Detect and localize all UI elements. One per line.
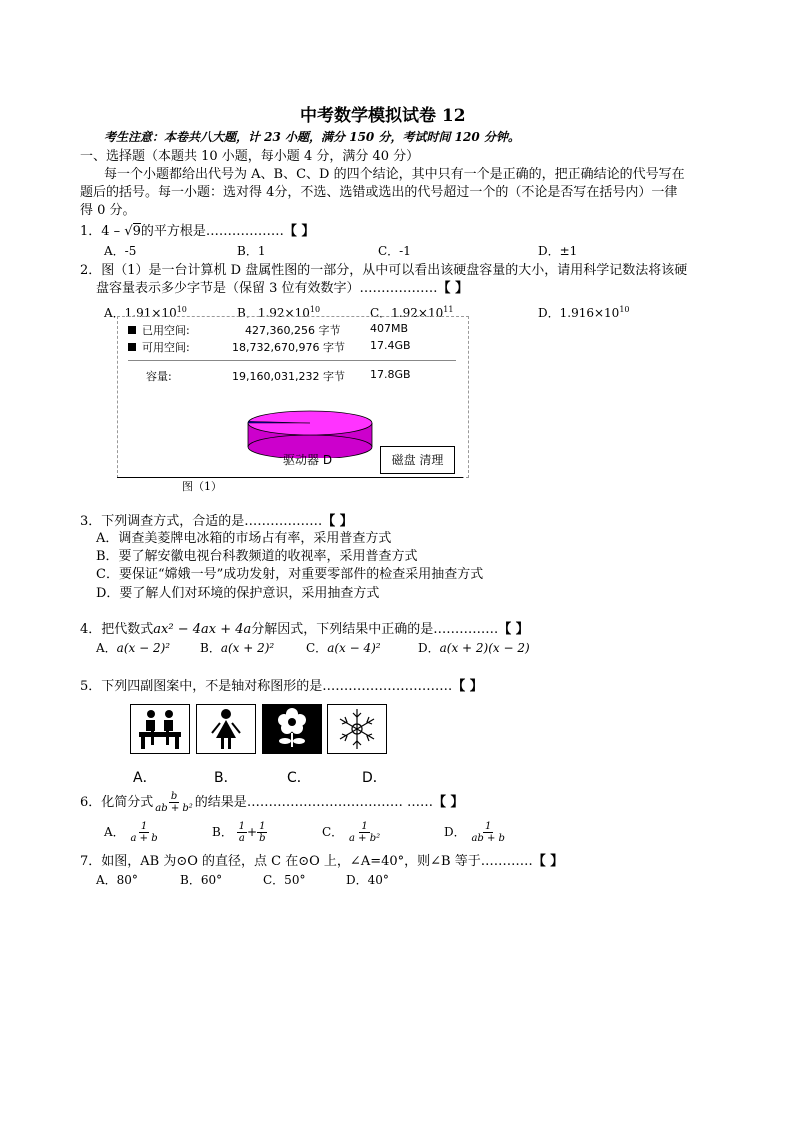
q5-label-c: C． — [287, 770, 311, 786]
used-square-icon — [128, 326, 136, 334]
q4-option-c-label: C． — [306, 641, 328, 655]
answer-bracket[interactable]: 【 】 — [498, 622, 529, 637]
q4-option-b — [200, 641, 274, 656]
q6-text-pre: 6．化简分式 — [80, 795, 154, 810]
leader-dots: ……………………………… …… — [246, 795, 433, 810]
disk-divider — [128, 360, 456, 361]
answer-bracket[interactable]: 【 】 — [452, 679, 483, 694]
leader-dots: …………… — [433, 622, 499, 637]
q4-option-a — [96, 641, 170, 656]
q4-option-d — [418, 641, 530, 656]
q2-text: 盘容量表示多少字节是（保留 3 位有效数字） — [96, 281, 360, 296]
answer-bracket[interactable]: 【 】 — [532, 854, 564, 869]
q4-option-b-expr: a(x + 2)² — [220, 641, 275, 655]
q6-option-d-fraction — [469, 821, 507, 844]
free-square-icon — [128, 343, 136, 351]
q2-option-d — [538, 302, 630, 321]
question-4-stem — [80, 622, 529, 638]
question-number: 1． — [80, 224, 102, 239]
q5-label-a: A． — [133, 770, 157, 786]
q2-option-d-exp: 10 — [619, 305, 630, 314]
q7-option-d: D．40° — [346, 873, 389, 887]
sqrt-symbol: √9 — [124, 224, 141, 239]
q6-option-b-fraction-2 — [257, 821, 267, 844]
two-people-bench-icon — [131, 705, 189, 753]
q4-expression: ax² − 4ax + 4a — [153, 622, 252, 637]
pattern-d-box — [327, 704, 387, 754]
answer-bracket[interactable]: 【 】 — [283, 224, 315, 239]
figure-underline — [117, 477, 463, 478]
q5-text: 5．下列四副图案中，不是轴对称图形的是 — [80, 679, 323, 694]
q4-option-a-label: A． — [96, 641, 117, 655]
q7-option-a: A．80° — [96, 873, 138, 887]
q1-expr-prefix: 4 – — [101, 224, 125, 239]
q7-option-b: B．60° — [180, 873, 223, 887]
fraction-numerator: 1 — [238, 821, 246, 832]
fraction-denominator: ab + b — [471, 833, 505, 844]
q2-option-c-label: C．1.92×10 — [370, 306, 444, 320]
fraction-denominator: b — [259, 833, 266, 844]
page-title: 中考数学模拟试卷 12 — [300, 106, 466, 126]
question-5-stem — [80, 679, 483, 695]
q2-option-a-exp: 10 — [176, 305, 187, 314]
section-heading: 一、选择题（本题共 10 小题，每小题 4 分，满分 40 分） — [80, 149, 420, 164]
q3-option-d: D．要了解人们对环境的保护意识，采用抽查方式 — [96, 586, 380, 601]
q4-option-b-label: B． — [200, 641, 221, 655]
q1-option-a: A．-5 — [104, 244, 137, 258]
section-intro-line2: 题后的括号。每一小题：选对得 4分，不选、选错或选出的代号超过一个的（不论是否写在括号内）一律 — [80, 185, 678, 200]
question-7-stem — [80, 854, 563, 870]
exam-notice: 考生注意：本卷共八大题，计 23 小题，满分 150 分，考试时间 120 分钟。 — [104, 130, 520, 144]
disk-used-row — [128, 322, 190, 338]
used-label: 已用空间: — [142, 324, 190, 337]
q6-text-post: 的结果是 — [194, 795, 247, 810]
q6-option-b: B． $\frac{1}{a}$ + $\frac{1}{b}$ — [212, 821, 266, 844]
q6-option-c-fraction — [347, 821, 382, 844]
leader-dots: ……………… — [359, 281, 438, 296]
fraction-numerator: 1 — [485, 821, 492, 832]
disk-cleanup-button[interactable]: 磁盘 清理 — [380, 446, 455, 474]
q3-option-a: A．调查美菱牌电冰箱的市场占有率，采用普查方式 — [96, 531, 392, 546]
q6-option-d — [444, 821, 507, 844]
leader-dots: ……………… — [244, 514, 323, 529]
q6-option-c — [322, 821, 382, 844]
disk-capacity-label: 容量: — [146, 370, 172, 383]
disk-capacity-size: 17.8GB — [370, 368, 411, 381]
flower-icon — [263, 705, 321, 753]
q4-text-post: 分解因式，下列结果中正确的是 — [251, 622, 434, 637]
q1-text: 的平方根是 — [140, 224, 206, 239]
fraction-denominator: ab + b² — [155, 803, 193, 814]
q2-option-d-label: D．1.916×10 — [538, 306, 620, 320]
woman-icon — [197, 705, 255, 753]
q6-option-a — [104, 821, 160, 844]
q2-option-a-label: A．1.91×10 — [104, 306, 177, 320]
answer-bracket[interactable]: 【 】 — [322, 514, 353, 529]
q4-option-d-label: D． — [418, 641, 440, 655]
q1-option-c: C．-1 — [378, 244, 411, 258]
section-intro-line3: 得 0 分。 — [80, 203, 136, 218]
question-3-stem — [80, 514, 353, 530]
q1-option-d: D．±1 — [538, 244, 578, 258]
q6-option-b-fraction-1 — [237, 821, 247, 844]
q4-option-c — [306, 641, 381, 656]
disk-capacity-bytes: 19,160,031,232 字节 — [232, 370, 345, 383]
q3-text: 3．下列调查方式，合适的是 — [80, 514, 245, 529]
fraction-numerator: b — [170, 791, 178, 802]
leader-dots: ……………… — [205, 224, 284, 239]
q2-option-b-exp: 10 — [309, 305, 321, 314]
q6-option-a-label: A． — [104, 825, 125, 839]
q2-option-b-label: B．1.92×10 — [237, 306, 310, 320]
q3-option-b: B．要了解安徽电视台科教频道的收视率，采用普查方式 — [96, 549, 418, 564]
disk-used-bytes: 427,360,256 字节 — [245, 324, 341, 337]
disk-free-row — [128, 339, 190, 355]
q7-text: 7．如图，AB 为⊙O 的直径，点 C 在⊙O 上，∠A=40°，则∠B 等于 — [80, 854, 481, 869]
fraction-denominator: a + b² — [349, 833, 381, 844]
q4-option-d-expr: a(x + 2)(x − 2) — [439, 641, 530, 655]
q3-option-c: C．要保证“嫦娥一号”成功发射，对重要零部件的检查采用抽查方式 — [96, 567, 484, 582]
answer-bracket[interactable]: 【 】 — [437, 281, 469, 296]
leader-dots: ………………………… — [322, 679, 453, 694]
free-label: 可用空间: — [142, 341, 190, 354]
q6-option-d-label: D． — [444, 825, 466, 839]
disk-used-size: 407MB — [370, 322, 409, 335]
drive-label: 驱动器 D — [283, 453, 333, 467]
q5-label-b: B． — [214, 770, 238, 786]
q7-option-c: C．50° — [263, 873, 306, 887]
q1-option-b: B．1 — [237, 244, 266, 258]
question-6-stem — [80, 791, 463, 814]
pattern-b-box — [196, 704, 256, 754]
fraction-denominator: a + b — [130, 833, 158, 844]
leader-dots: ………… — [480, 854, 533, 869]
q1-radicand: 9 — [132, 224, 141, 239]
q5-label-d: D． — [362, 770, 387, 786]
pattern-c-box — [262, 704, 322, 754]
q2-option-c-exp: 11 — [443, 305, 454, 314]
q4-option-a-expr: a(x − 2)² — [116, 641, 171, 655]
question-2-line2 — [96, 281, 468, 297]
q6-option-c-label: C． — [322, 825, 344, 839]
disk-free-size: 17.4GB — [370, 339, 411, 352]
fraction-numerator: 1 — [361, 821, 368, 832]
disk-free-bytes: 18,732,670,976 字节 — [232, 341, 345, 354]
answer-bracket[interactable]: 【 】 — [432, 795, 464, 810]
pattern-a-box — [130, 704, 190, 754]
q4-text-pre: 4．把代数式 — [80, 622, 154, 637]
q4-option-c-expr: a(x − 4)² — [327, 641, 381, 655]
question-1-stem — [80, 224, 314, 240]
figure-caption: 图（1） — [182, 480, 222, 493]
fraction-numerator: 1 — [259, 821, 266, 832]
q6-option-a-fraction — [129, 821, 160, 844]
section-intro-line1: 每一个小题都给出代号为 A、B、C、D 的四个结论，其中只有一个是正确的，把正确结论的代号写在 — [104, 167, 685, 182]
snowflake-icon — [328, 705, 386, 753]
q6-fraction — [153, 791, 195, 814]
fraction-denominator: a — [238, 833, 245, 844]
question-2-line1: 2．图（1）是一台计算机 D 盘属性图的一部分，从中可以看出该硬盘容量的大小，请用科学记数法将该硬 — [80, 263, 688, 278]
fraction-numerator: 1 — [140, 821, 148, 832]
q6-option-b-label: B． — [212, 825, 233, 839]
